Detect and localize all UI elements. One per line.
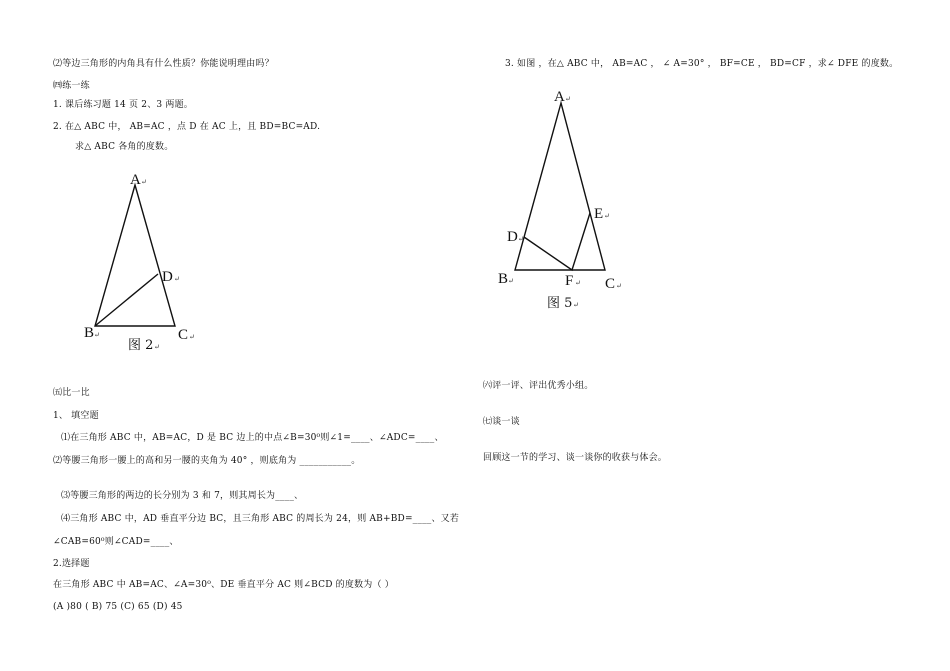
exercise-3: 3. 如图 ，在△ ABC 中， AB=AC ， ∠ A=30° ， BF=CE ， BD=CF ，求∠ DFE 的度数。 xyxy=(505,59,899,69)
fill-blank-q4-line2: ∠CAB=60⁰则∠CAD=____、 xyxy=(53,537,179,547)
section-evaluate: ㈥评一评、评出优秀小组。 xyxy=(483,381,594,391)
choice-title: 2.选择题 xyxy=(53,559,90,569)
svg-text:↵: ↵ xyxy=(616,282,622,290)
figure-2-caption: 图 2 xyxy=(128,338,154,353)
svg-text:↵: ↵ xyxy=(573,301,579,309)
figure-5-caption: 图 5 xyxy=(547,296,573,311)
svg-text:↵: ↵ xyxy=(508,277,514,285)
svg-text:↵: ↵ xyxy=(174,275,180,283)
svg-text:↵: ↵ xyxy=(94,331,100,339)
label-c: C xyxy=(605,276,616,292)
fill-blank-q1: ⑴在三角形 ABC 中，AB=AC，D 是 BC 边上的中点∠B=30⁰则∠1=____、∠ADC=____、 xyxy=(61,433,444,443)
section-discuss-title: ㈦谈一谈 xyxy=(483,417,520,427)
figure-5 xyxy=(495,85,635,315)
choice-question: 在三角形 ABC 中 AB=AC、∠A=30⁰、DE 垂直平分 AC 则∠BCD 的度数为（ ） xyxy=(53,580,394,590)
fill-blank-q4-line1: ⑷三角形 ABC 中，AD 垂直平分边 BC，且三角形 ABC 的周长为 24，则 AB+BD=____、又若 xyxy=(61,514,460,524)
exercise-2-line1: 2. 在△ ABC 中， AB=AC ，点 D 在 AC 上，且 BD=BC=AD. xyxy=(53,122,321,132)
section-practice-title: ㈣练一练 xyxy=(53,81,90,91)
exercise-2-line2: 求△ ABC 各角的度数。 xyxy=(75,142,174,152)
svg-text:↵: ↵ xyxy=(189,333,195,341)
choice-options: (A )80 ( B) 75 (C) 65 (D) 45 xyxy=(53,602,183,612)
label-f: F xyxy=(565,273,574,289)
label-c: C xyxy=(178,327,189,343)
exercise-1: 1. 课后练习题 14 页 2、3 两题。 xyxy=(53,100,193,110)
triangle-abc xyxy=(515,103,605,270)
svg-text:↵: ↵ xyxy=(565,95,571,103)
label-d: D xyxy=(162,269,173,285)
svg-text:↵: ↵ xyxy=(154,343,160,351)
svg-text:↵: ↵ xyxy=(604,212,610,220)
fill-blank-title: 1、 填空题 xyxy=(53,411,99,421)
label-b: B xyxy=(498,271,509,287)
reflection-prompt: 回顾这一节的学习、谈一谈你的收获与体会。 xyxy=(483,453,668,463)
label-d: D xyxy=(507,229,518,245)
label-a: A xyxy=(130,172,141,188)
label-e: E xyxy=(594,206,604,222)
fill-blank-q2: ⑵等腰三角形一腰上的高和另一腰的夹角为 40° ，则底角为 ___________。 xyxy=(53,456,361,466)
fill-blank-q3: ⑶等腰三角形的两边的长分别为 3 和 7，则其周长为____、 xyxy=(61,491,304,501)
svg-text:↵: ↵ xyxy=(141,178,147,186)
segments-df-fe xyxy=(524,213,590,270)
svg-text:↵: ↵ xyxy=(518,235,524,243)
triangle-abc xyxy=(95,185,175,326)
figure-2 xyxy=(80,168,220,358)
svg-text:↵: ↵ xyxy=(575,279,581,287)
label-b: B xyxy=(84,325,95,341)
segment-bd xyxy=(95,274,158,326)
label-a: A xyxy=(554,89,565,105)
section-compare-title: ㈤比一比 xyxy=(53,388,90,398)
question-equilateral-angles: ⑵等边三角形的内角具有什么性质？你能说明理由吗？ xyxy=(53,59,274,69)
